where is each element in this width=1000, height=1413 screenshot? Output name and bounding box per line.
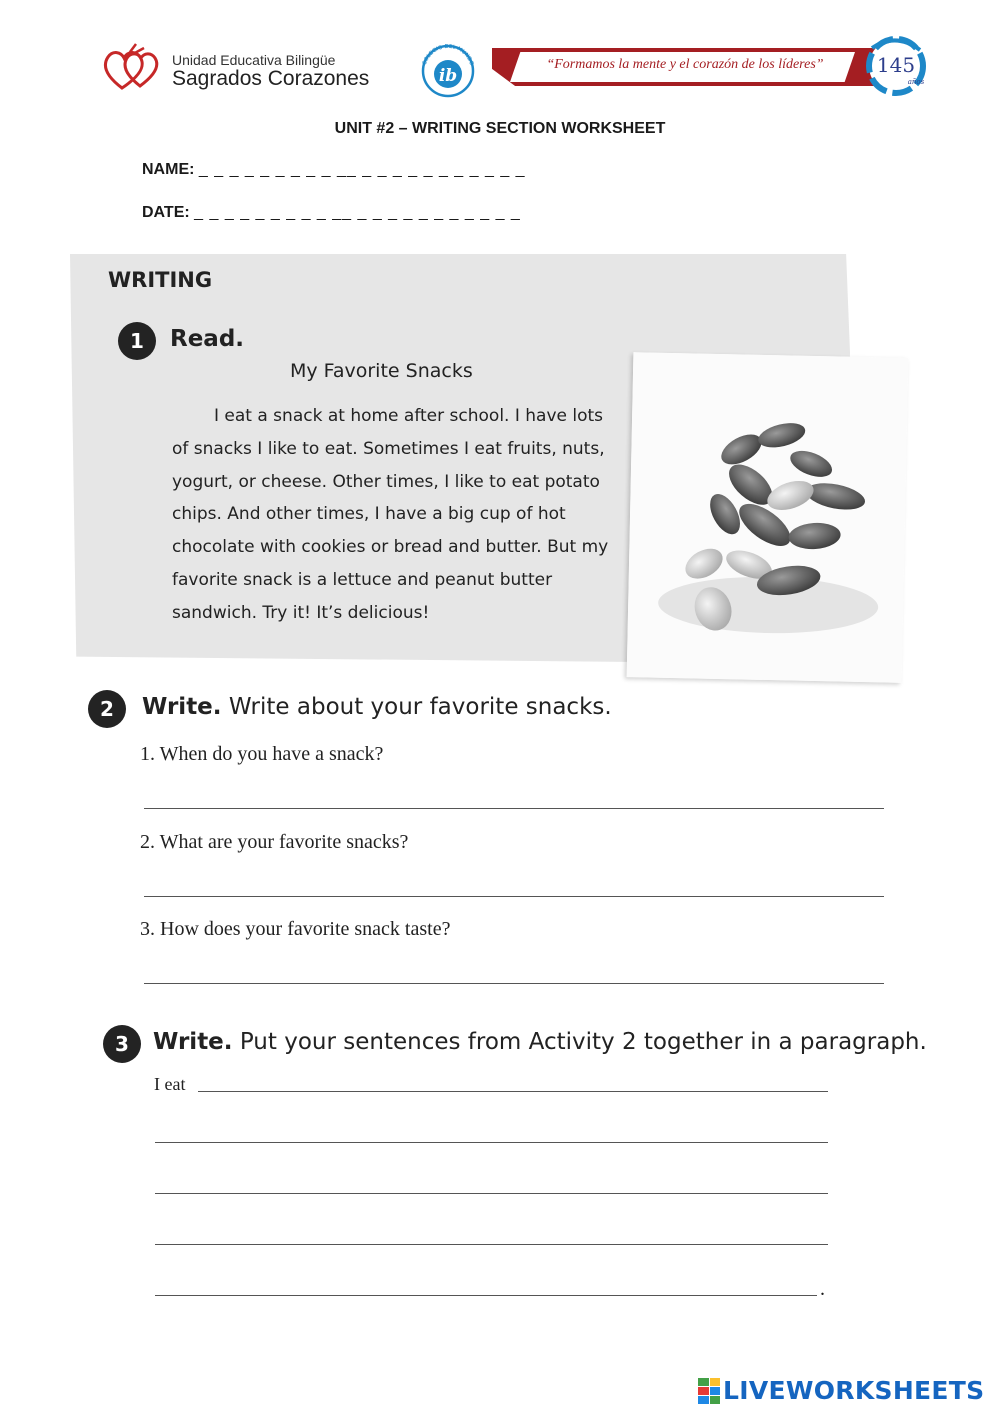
activity-3-label: Write.: [153, 1029, 233, 1055]
activity-2-instruction: Write about your favorite snacks.: [228, 694, 612, 720]
anniversary-number: 145: [876, 53, 916, 77]
worksheet-title: UNIT #2 – WRITING SECTION WORKSHEET: [334, 120, 666, 137]
activity-1-number: 1: [118, 322, 156, 360]
liveworksheets-logo[interactable]: [698, 1376, 984, 1405]
paragraph-starter: I eat: [154, 1074, 186, 1094]
paragraph-line-2[interactable]: [155, 1142, 828, 1143]
activity-3-heading: [153, 1029, 927, 1055]
activity-3-instruction: Put your sentences from Activity 2 together in a paragraph.: [239, 1029, 927, 1055]
activity-2-heading: [142, 694, 612, 720]
question-3: 3. How does your favorite snack taste?: [140, 918, 451, 940]
ib-world-school-logo: [417, 44, 479, 98]
paragraph-line-3[interactable]: [155, 1193, 828, 1194]
question-2: 2. What are your favorite snacks?: [140, 831, 409, 853]
answer-line-2[interactable]: [144, 896, 884, 897]
name-label: NAME:: [142, 161, 195, 178]
date-field[interactable]: [142, 204, 521, 222]
name-field[interactable]: [142, 161, 526, 179]
question-1: 1. When do you have a snack?: [140, 743, 384, 765]
activity-1-label: Read.: [170, 326, 245, 352]
activity-2-label: Write.: [142, 694, 222, 720]
section-heading: WRITING: [108, 268, 213, 292]
liveworksheets-grid-icon: [698, 1378, 720, 1404]
paragraph-line-1[interactable]: [198, 1091, 828, 1092]
activity-1-heading: [170, 326, 244, 352]
answer-line-1[interactable]: [144, 808, 884, 809]
story-text: I eat a snack at home after school. I have lots of snacks I like to eat. Sometimes I eat fruits, nuts, yogurt, or cheese. Other times, I like to eat potato chips. And other times, I have a big cup of hot chocolate with cookies or bread and butter. But my favorite snack is a lettuce and peanut butter sandwich. Try it! It’s delicious!: [172, 406, 609, 623]
anniversary-word: años: [907, 78, 925, 86]
answer-line-3[interactable]: [144, 983, 884, 984]
school-name-line2: Sagrados Corazones: [172, 67, 370, 90]
motto-text: “Formamos la mente y el corazón de los líderes”: [546, 57, 824, 72]
activity-3-number: 3: [103, 1025, 141, 1063]
activity-2-number: 2: [88, 690, 126, 728]
school-name: [172, 52, 369, 91]
nuts-photo: [627, 352, 909, 683]
date-label: DATE:: [142, 204, 190, 221]
anniversary-145-badge: [850, 36, 940, 96]
liveworksheets-brand: LIVEWORKSHEETS: [723, 1376, 985, 1405]
paragraph-end-mark: .: [820, 1278, 825, 1300]
school-hearts-logo: [100, 42, 164, 92]
ib-ring-text: COLEGIO DEL MUNDO: [421, 44, 475, 67]
ib-letters: ib: [438, 66, 458, 86]
date-blank[interactable]: _ _ _ _ _ _ _ _ _ __ _ _ _ _ _ _ _ _ _ _ _: [194, 204, 521, 221]
paragraph-line-5[interactable]: [155, 1295, 817, 1296]
paragraph-line-4[interactable]: [155, 1244, 828, 1245]
story-title: My Favorite Snacks: [290, 360, 473, 382]
school-name-line1: Unidad Educativa Bilingüe: [172, 52, 336, 68]
name-blank[interactable]: _ _ _ _ _ _ _ _ _ __ _ _ _ _ _ _ _ _ _ _ _: [198, 161, 526, 178]
